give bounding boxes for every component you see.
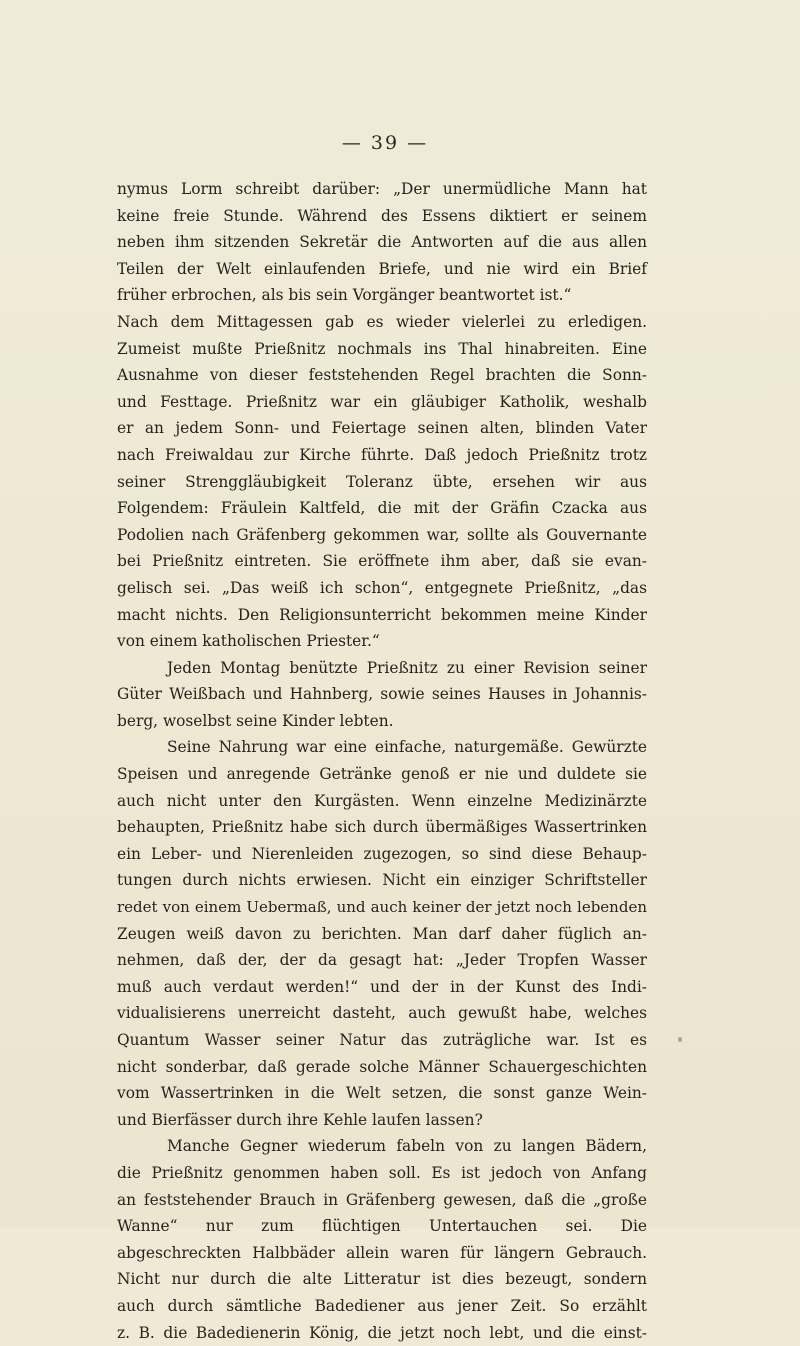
text-line: behaupten, Prießnitz habe sich durch übermäßiges Wassertrinken	[117, 818, 647, 837]
text-line: abgeschreckten Halbbäder allein waren für längern Gebrauch.	[117, 1243, 647, 1262]
text-line: Jeden Montag benützte Prießnitz zu einer Revision seiner	[167, 658, 647, 677]
text-line: vom Wassertrinken in die Welt setzen, die sonst ganze Wein-	[117, 1084, 647, 1103]
text-line: z. B. die Badedienerin König, die jetzt noch lebt, und die einst-	[117, 1323, 647, 1342]
text-line: Nach dem Mittagessen gab es wieder vielerlei zu erledigen.	[117, 312, 647, 331]
text-line: Folgendem: Fräulein Kaltfeld, die mit der Gräfin Czacka aus	[117, 499, 647, 518]
paper-speck	[678, 1037, 682, 1042]
text-line: ein Leber- und Nierenleiden zugezogen, so sind diese Behaup-	[117, 844, 647, 863]
text-line: gelisch sei. „Das weiß ich schon“, entgegnete Prießnitz, „das	[117, 578, 647, 597]
text-line: Güter Weißbach und Hahnberg, sowie seines Hauses in Johannis-	[117, 685, 647, 704]
text-line: seiner Strenggläubigkeit Toleranz übte, ersehen wir aus	[117, 472, 647, 491]
text-line: keine freie Stunde. Während des Essens diktiert er seinem	[117, 206, 647, 225]
text-line: Wanne“ nur zum flüchtigen Untertauchen sei. Die	[117, 1217, 647, 1236]
page-number: — 39 —	[341, 132, 429, 154]
text-line: bei Prießnitz eintreten. Sie eröffnete ihm aber, daß sie evan-	[117, 552, 647, 571]
text-line: an feststehender Brauch in Gräfenberg gewesen, daß die „große	[117, 1190, 647, 1209]
text-line: früher erbrochen, als bis sein Vorgänger beantwortet ist.“	[117, 286, 572, 305]
text-line: Zumeist mußte Prießnitz nochmals ins Thal hinabreiten. Eine	[117, 339, 647, 358]
text-line: Quantum Wasser seiner Natur das zuträgliche war. Ist es	[117, 1031, 647, 1049]
text-line: vidualisierens unerreicht dasteht, auch gewußt habe, welches	[117, 1004, 647, 1023]
text-line: und Festtage. Prießnitz war ein gläubiger Katholik, weshalb	[117, 392, 647, 411]
text-line: berg, woselbst seine Kinder lebten.	[117, 711, 394, 730]
text-line: muß auch verdaut werden!“ und der in der Kunst des Indi-	[117, 977, 647, 996]
text-line: die Prießnitz genommen haben soll. Es ist jedoch von Anfang	[117, 1163, 647, 1182]
text-line: macht nichts. Den Religionsunterricht bekommen meine Kinder	[117, 605, 647, 624]
text-line: Ausnahme von dieser feststehenden Regel brachten die Sonn-	[117, 366, 647, 385]
text-line: Podolien nach Gräfenberg gekommen war, sollte als Gouvernante	[117, 525, 647, 544]
text-line: Seine Nahrung war eine einfache, naturgemäße. Gewürzte	[167, 738, 647, 757]
body-text	[117, 176, 647, 1346]
text-line: nach Freiwaldau zur Kirche führte. Daß jedoch Prießnitz trotz	[117, 445, 647, 464]
text-line: redet von einem Uebermaß, und auch keiner der jetzt noch lebenden	[117, 898, 647, 917]
text-line: Speisen und anregende Getränke genoß er nie und duldete sie	[117, 765, 647, 784]
text-line: Nicht nur durch die alte Litteratur ist dies bezeugt, sondern	[117, 1270, 647, 1289]
text-line: von einem katholischen Priester.“	[117, 632, 380, 651]
text-line: auch nicht unter den Kurgästen. Wenn einzelne Medizinärzte	[117, 791, 647, 810]
text-line: Teilen der Welt einlaufenden Briefe, und nie wird ein Brief	[117, 259, 647, 278]
text-line: er an jedem Sonn- und Feiertage seinen alten, blinden Vater	[117, 419, 647, 438]
text-line: und Bierfässer durch ihre Kehle laufen lassen?	[117, 1110, 483, 1129]
text-line: nymus Lorm schreibt darüber: „Der unermüdliche Mann hat	[117, 180, 647, 198]
text-line: neben ihm sitzenden Sekretär die Antworten auf die aus allen	[117, 233, 647, 252]
text-line: Manche Gegner wiederum fabeln von zu langen Bädern,	[167, 1137, 647, 1156]
text-line: tungen durch nichts erwiesen. Nicht ein einziger Schriftsteller	[117, 871, 647, 890]
text-line: auch durch sämtliche Badediener aus jener Zeit. So erzählt	[117, 1296, 647, 1315]
text-line: nicht sonderbar, daß gerade solche Männer Schauergeschichten	[117, 1057, 647, 1076]
text-line: Zeugen weiß davon zu berichten. Man darf daher füglich an-	[117, 924, 647, 943]
text-line: nehmen, daß der, der da gesagt hat: „Jeder Tropfen Wasser	[117, 951, 647, 970]
